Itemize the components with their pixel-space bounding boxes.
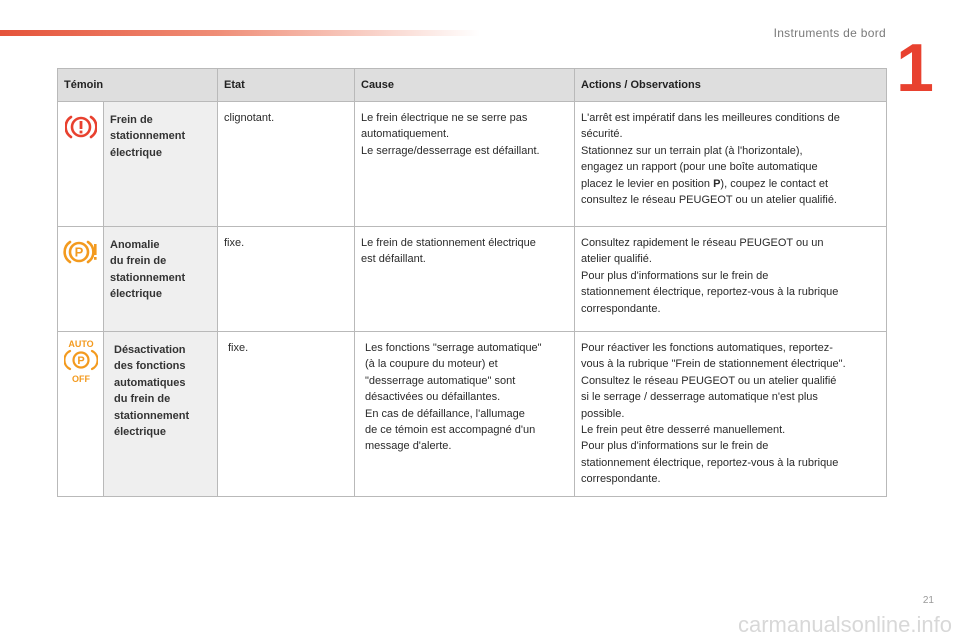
label-cell	[104, 102, 218, 227]
actions-fragment: placez le levier en position	[581, 177, 714, 190]
label-line: du frein de	[114, 393, 171, 406]
state-cell: clignotant.	[218, 102, 355, 227]
actions-line	[581, 176, 880, 192]
label-line: des fonctions	[114, 360, 186, 373]
actions-line: vous à la rubrique "Frein de stationnement électrique".	[581, 358, 846, 371]
icon-cell	[58, 102, 104, 227]
actions-line: si le serrage / desserrage automatique n'est plus	[581, 391, 818, 404]
state-cell: fixe.	[218, 227, 355, 332]
state-cell: fixe.	[218, 332, 355, 497]
actions-line: Consultez rapidement le réseau PEUGEOT ou un	[581, 237, 824, 249]
table-row	[58, 332, 887, 497]
actions-line: sécurité.	[581, 128, 623, 141]
cause-cell	[355, 102, 575, 227]
actions-line: possible.	[581, 407, 625, 420]
actions-line: Le frein peut être desserré manuellement.	[581, 424, 786, 437]
icon-cell	[58, 332, 104, 497]
actions-line: engagez un rapport (pour une boîte automatique	[581, 161, 818, 174]
actions-line: Stationnez sur un terrain plat (à l'horizontale),	[581, 144, 803, 157]
cause-line: Le frein de stationnement électrique	[361, 237, 536, 249]
watermark: carmanualsonline.info	[737, 612, 952, 637]
table-row	[58, 102, 887, 227]
actions-cell	[575, 227, 887, 332]
label-line: stationnement	[114, 409, 190, 422]
cause-line: (à la coupure du moteur) et	[365, 358, 498, 371]
cause-cell	[355, 227, 575, 332]
cause-cell	[355, 332, 575, 497]
table-row	[58, 227, 887, 332]
actions-line: Pour plus d'informations sur le frein de	[581, 269, 769, 282]
table-header-row	[58, 69, 887, 102]
actions-line: correspondante.	[581, 302, 661, 315]
cause-line: est défaillant.	[361, 253, 426, 266]
label-line: Anomalie	[110, 239, 160, 251]
actions-line: L'arrêt est impératif dans les meilleures conditions de	[581, 112, 840, 124]
label-line: électrique	[114, 426, 166, 439]
cause-line: Le frein électrique ne se serre pas	[361, 112, 528, 124]
svg-text:P: P	[74, 244, 83, 260]
actions-line: stationnement électrique, reportez-vous à la rubrique	[581, 286, 839, 299]
actions-fragment: ), coupez le contact et	[720, 177, 829, 190]
cause-line: désactivées ou défaillantes.	[365, 391, 501, 404]
cause-line: "desserrage automatique" sont	[365, 374, 516, 387]
label-line: automatiques	[114, 376, 186, 389]
label-line: du frein de	[110, 255, 167, 268]
actions-line: atelier qualifié.	[581, 253, 652, 266]
cause-line: de ce témoin est accompagné d'un	[365, 424, 536, 437]
icon-auto-text: AUTO	[67, 339, 94, 349]
svg-text:P: P	[76, 355, 85, 367]
label-line: stationnement	[110, 271, 186, 284]
chapter-number: 1	[896, 30, 934, 106]
label-line: stationnement	[110, 130, 186, 143]
auto-parking-brake-off-icon	[64, 338, 98, 384]
actions-cell	[575, 332, 887, 497]
label-line: électrique	[110, 146, 162, 159]
actions-line: correspondante.	[581, 473, 661, 486]
actions-line: Pour plus d'informations sur le frein de	[581, 440, 769, 453]
section-title: Instruments de bord	[773, 26, 886, 40]
label-line: Frein de	[110, 114, 153, 126]
header-actions: Actions / Observations	[575, 69, 887, 102]
actions-line: Pour réactiver les fonctions automatiques, reportez-	[581, 342, 833, 354]
parking-brake-fault-icon	[63, 239, 99, 265]
cause-line: Les fonctions "serrage automatique"	[365, 342, 542, 354]
header-cause: Cause	[355, 69, 575, 102]
actions-line: stationnement électrique, reportez-vous à la rubrique	[581, 456, 839, 469]
parking-brake-warning-icon	[65, 114, 97, 140]
cause-line: message d'alerte.	[365, 440, 452, 453]
header-temoin: Témoin	[58, 69, 218, 102]
cause-line: En cas de défaillance, l'allumage	[365, 407, 525, 420]
icon-cell	[58, 227, 104, 332]
label-line: Désactivation	[114, 344, 186, 356]
actions-line: consultez le réseau PEUGEOT ou un atelier qualifié.	[581, 194, 837, 207]
icon-off-text: OFF	[71, 374, 90, 384]
gear-position-p: P	[713, 177, 721, 190]
warning-lights-table	[57, 68, 887, 497]
header-etat: Etat	[218, 69, 355, 102]
top-accent-bar	[0, 30, 480, 36]
page-number: 21	[922, 595, 934, 606]
label-line: électrique	[110, 288, 162, 301]
actions-line: Consultez le réseau PEUGEOT ou un atelier qualifié	[581, 374, 837, 387]
actions-cell	[575, 102, 887, 227]
cause-line: Le serrage/desserrage est défaillant.	[361, 144, 540, 157]
label-cell	[104, 332, 218, 497]
label-cell	[104, 227, 218, 332]
cause-line: automatiquement.	[361, 128, 450, 141]
